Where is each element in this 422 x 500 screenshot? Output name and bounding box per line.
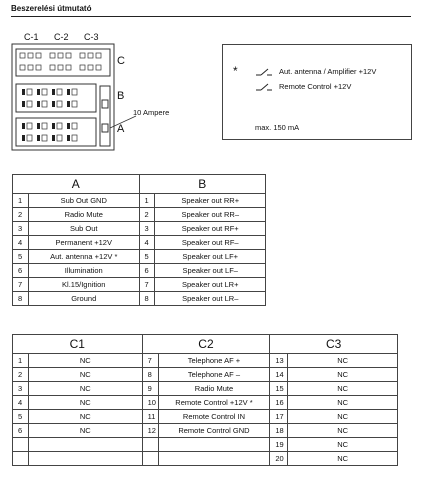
pin-function: Telephone AF + xyxy=(158,354,270,368)
pin-function: NC xyxy=(288,452,398,466)
pin-number: 4 xyxy=(13,236,29,250)
legend-max-current: max. 150 mA xyxy=(255,123,300,132)
table-row xyxy=(13,354,398,368)
pin-number: 14 xyxy=(270,368,288,382)
pin-function: NC xyxy=(28,424,142,438)
pin-number: 5 xyxy=(13,250,29,264)
pin-number: 6 xyxy=(13,264,29,278)
pin-function: NC xyxy=(288,438,398,452)
pin-number: 16 xyxy=(270,396,288,410)
switch-icon xyxy=(255,67,273,77)
pin-function: Remote Control IN xyxy=(158,410,270,424)
page-title: Beszerelési útmutató xyxy=(11,4,92,13)
pin-number: 2 xyxy=(139,208,155,222)
pin-function: Speaker out LF– xyxy=(155,264,266,278)
block-label-a: A xyxy=(117,123,125,135)
pin-function: NC xyxy=(28,410,142,424)
pin-function: NC xyxy=(288,424,398,438)
pin-number: 5 xyxy=(13,410,29,424)
pin-number: 4 xyxy=(139,236,155,250)
pin-function: Permanent +12V xyxy=(28,236,139,250)
pin-function: NC xyxy=(288,396,398,410)
pin-number: 7 xyxy=(142,354,158,368)
pin-function xyxy=(158,452,270,466)
pin-function: Ground xyxy=(28,292,139,306)
connector-drawing xyxy=(10,30,210,155)
pin-function: NC xyxy=(28,368,142,382)
connector-label-c1: C-1 xyxy=(24,32,39,42)
pin-number: 6 xyxy=(13,424,29,438)
pin-number xyxy=(13,438,29,452)
table-row xyxy=(13,292,266,306)
table-row xyxy=(13,382,398,396)
pin-function: NC xyxy=(28,396,142,410)
pin-number: 6 xyxy=(139,264,155,278)
block-label-b: B xyxy=(117,90,125,102)
legend-box xyxy=(222,44,412,140)
pin-function: Speaker out LF+ xyxy=(155,250,266,264)
pin-number: 8 xyxy=(13,292,29,306)
pin-number: 4 xyxy=(13,396,29,410)
legend-asterisk: * xyxy=(233,64,238,78)
pin-function: NC xyxy=(288,354,398,368)
pin-number: 2 xyxy=(13,368,29,382)
pin-number: 3 xyxy=(13,382,29,396)
table-row xyxy=(13,410,398,424)
header-b: B xyxy=(139,175,265,194)
connector-diagram xyxy=(10,30,210,155)
pin-number xyxy=(13,452,29,466)
pin-number: 13 xyxy=(270,354,288,368)
table-row xyxy=(13,278,266,292)
pin-function xyxy=(28,452,142,466)
pin-number: 7 xyxy=(139,278,155,292)
table-row xyxy=(13,236,266,250)
table-row xyxy=(13,250,266,264)
pin-number: 3 xyxy=(139,222,155,236)
pin-number: 5 xyxy=(139,250,155,264)
pin-function: Speaker out LR– xyxy=(155,292,266,306)
pin-function: Speaker out RR+ xyxy=(155,194,266,208)
pin-number: 7 xyxy=(13,278,29,292)
fuse-label: 10 Ampere xyxy=(133,108,170,117)
pin-number: 2 xyxy=(13,208,29,222)
pin-number: 20 xyxy=(270,452,288,466)
header-a: A xyxy=(13,175,140,194)
c-block xyxy=(16,49,110,76)
table-row xyxy=(13,264,266,278)
block-label-c: C xyxy=(117,55,125,67)
pin-number: 8 xyxy=(139,292,155,306)
pin-function: Remote Control +12V * xyxy=(158,396,270,410)
table-row xyxy=(13,222,266,236)
pin-function: Sub Out xyxy=(28,222,139,236)
a-block xyxy=(16,118,96,146)
pin-function: NC xyxy=(28,382,142,396)
table-row xyxy=(13,396,398,410)
connector-label-c2: C-2 xyxy=(54,32,69,42)
pin-function: NC xyxy=(28,354,142,368)
pin-function: Speaker out RR– xyxy=(155,208,266,222)
pin-function: NC xyxy=(288,410,398,424)
pin-function: NC xyxy=(288,368,398,382)
pin-function: Kl.15/Ignition xyxy=(28,278,139,292)
pin-function xyxy=(158,438,270,452)
pin-number: 18 xyxy=(270,424,288,438)
pin-number: 19 xyxy=(270,438,288,452)
pin-function: NC xyxy=(288,382,398,396)
pin-number: 1 xyxy=(139,194,155,208)
pin-function xyxy=(28,438,142,452)
pin-number: 3 xyxy=(13,222,29,236)
pin-number: 12 xyxy=(142,424,158,438)
header-c3: C3 xyxy=(270,335,398,354)
pin-number: 11 xyxy=(142,410,158,424)
header-c1: C1 xyxy=(13,335,143,354)
pin-function: Illumination xyxy=(28,264,139,278)
pinout-table-ab xyxy=(12,174,266,306)
table-row xyxy=(13,452,398,466)
title-divider xyxy=(11,16,411,17)
table-row xyxy=(13,368,398,382)
pin-number: 9 xyxy=(142,382,158,396)
pin-number: 8 xyxy=(142,368,158,382)
pin-function: Radio Mute xyxy=(158,382,270,396)
pin-number: 1 xyxy=(13,354,29,368)
pin-function: Speaker out RF– xyxy=(155,236,266,250)
pin-number: 15 xyxy=(270,382,288,396)
pin-function: Sub Out GND xyxy=(28,194,139,208)
pin-number xyxy=(142,438,158,452)
table-row xyxy=(13,208,266,222)
pin-number: 1 xyxy=(13,194,29,208)
pin-number: 17 xyxy=(270,410,288,424)
table-row xyxy=(13,194,266,208)
pin-function: Speaker out RF+ xyxy=(155,222,266,236)
switch-icon xyxy=(255,82,273,92)
connector-label-c3: C-3 xyxy=(84,32,99,42)
table-row xyxy=(13,438,398,452)
table-row xyxy=(13,424,398,438)
legend-line-antenna: Aut. antenna / Amplifier +12V xyxy=(279,67,377,76)
pin-function: Remote Control GND xyxy=(158,424,270,438)
header-c2: C2 xyxy=(142,335,270,354)
pin-function: Radio Mute xyxy=(28,208,139,222)
pin-number: 10 xyxy=(142,396,158,410)
pin-number xyxy=(142,452,158,466)
pin-function: Aut. antenna +12V * xyxy=(28,250,139,264)
pin-function: Speaker out LR+ xyxy=(155,278,266,292)
pinout-table-c xyxy=(12,334,398,466)
pin-function: Telephone AF – xyxy=(158,368,270,382)
b-block xyxy=(16,84,96,112)
legend-line-remote: Remote Control +12V xyxy=(279,82,352,91)
